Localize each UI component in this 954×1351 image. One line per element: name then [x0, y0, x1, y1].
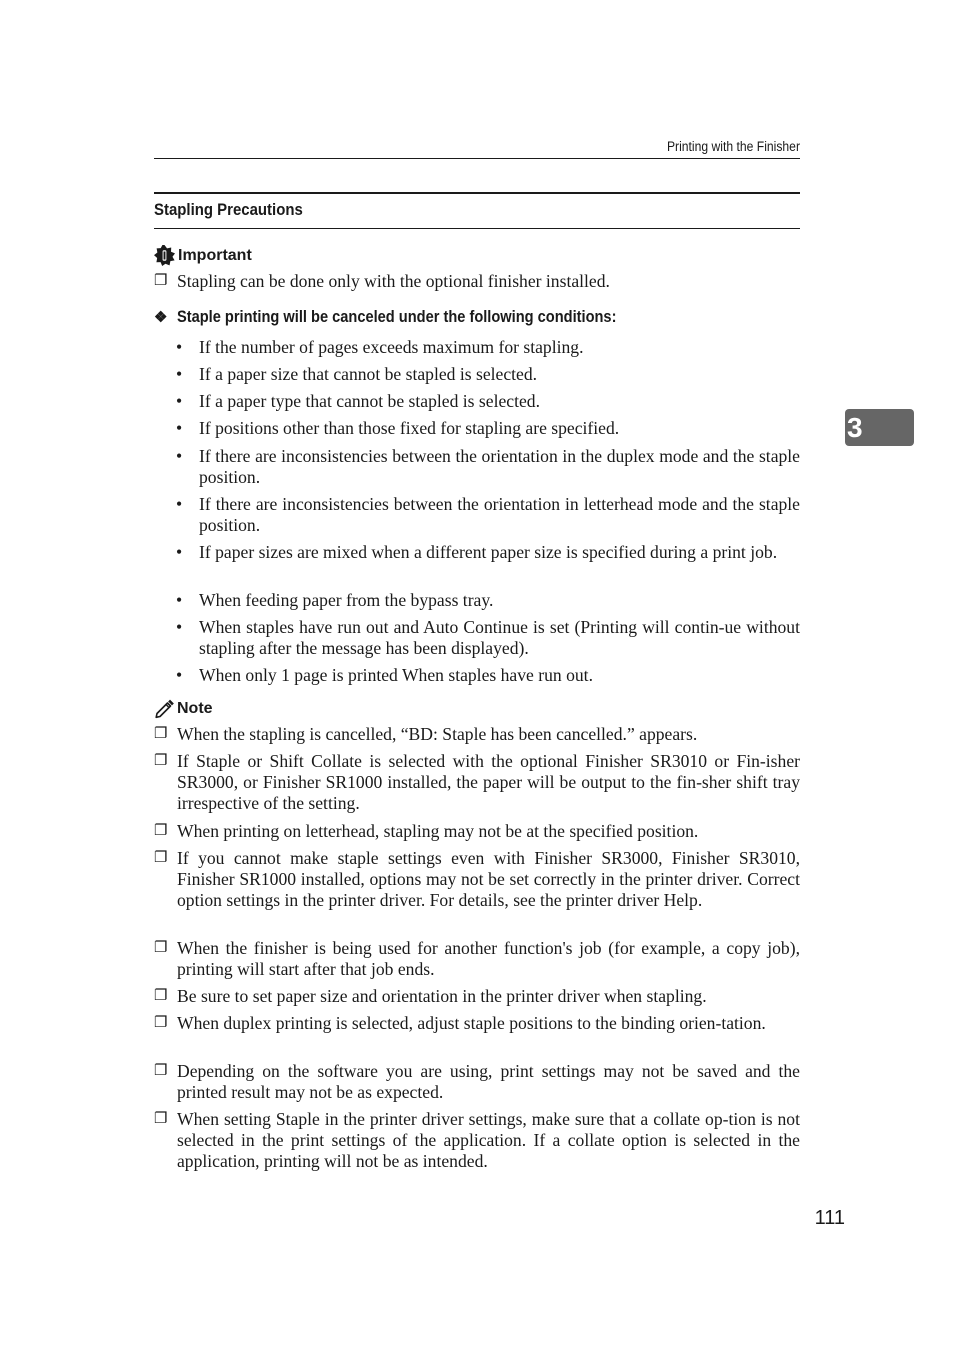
header-rule	[154, 158, 800, 159]
note-item	[154, 986, 800, 1007]
bullet-icon: •	[176, 590, 183, 610]
condition-item-text: If paper sizes are mixed when a different paper size is specified during a print job.	[199, 542, 778, 562]
checkbox-icon: ❐	[154, 988, 168, 1004]
note-item-text: When duplex printing is selected, adjust staple positions to the binding orien-tation.	[177, 1013, 766, 1033]
section-top-rule	[154, 192, 800, 194]
condition-item-text: If positions other than those fixed for stapling are specified.	[199, 418, 620, 438]
note-label-text: Note	[177, 700, 213, 717]
note-item-text: If you cannot make staple settings even with Finisher SR3000, Finisher SR3010, Finisher SR1000 installed, options may not be set correctly in the printer driver. Correct option settings in the printer driver. For details, see the printer driver Help.	[177, 848, 800, 910]
condition-item-text: When only 1 page is printed When staples have run out.	[199, 665, 593, 685]
condition-item	[176, 617, 800, 659]
pencil-icon	[154, 699, 177, 719]
bullet-icon: •	[176, 446, 183, 466]
bullet-icon: •	[176, 418, 183, 438]
chapter-tab: 3	[845, 409, 914, 446]
condition-item	[176, 446, 800, 488]
bullet-icon: •	[176, 617, 183, 637]
bullet-icon: •	[176, 337, 183, 357]
checkbox-icon: ❐	[154, 1111, 168, 1127]
note-item	[154, 1061, 800, 1103]
important-icon	[154, 245, 178, 266]
condition-item	[176, 337, 800, 358]
note-item-text: When the finisher is being used for another function's job (for example, a copy job), printing will start after that job ends.	[177, 938, 800, 979]
checkbox-icon: ❐	[154, 753, 168, 769]
condition-item	[176, 418, 800, 439]
bullet-icon: •	[176, 542, 183, 562]
note-item-text: When the stapling is cancelled, “BD: Staple has been cancelled.” appears.	[177, 724, 698, 744]
condition-item-text: If a paper size that cannot be stapled is selected.	[199, 364, 538, 384]
section-title: Stapling Precautions	[154, 200, 303, 219]
condition-item-text: If there are inconsistencies between the orientation in letterhead mode and the staple position.	[199, 494, 800, 535]
important-item-text: Stapling can be done only with the optional finisher installed.	[177, 271, 610, 291]
important-item	[154, 271, 800, 292]
important-label-text: Important	[178, 246, 252, 264]
checkbox-icon: ❐	[154, 1015, 168, 1031]
note-item	[154, 1109, 800, 1172]
bullet-icon: •	[176, 364, 183, 384]
checkbox-icon: ❐	[154, 273, 168, 289]
condition-item-text: When feeding paper from the bypass tray.	[199, 590, 494, 610]
note-item-text: Be sure to set paper size and orientation in the printer driver when stapling.	[177, 986, 707, 1006]
condition-item-text: If there are inconsistencies between the orientation in the duplex mode and the staple position.	[199, 446, 800, 487]
bullet-icon: •	[176, 494, 183, 514]
condition-item-text: If a paper type that cannot be stapled is selected.	[199, 391, 540, 411]
note-item	[154, 1013, 800, 1034]
checkbox-icon: ❐	[154, 850, 168, 866]
checkbox-icon: ❐	[154, 726, 168, 742]
checkbox-icon: ❐	[154, 940, 168, 956]
checkbox-icon: ❐	[154, 1063, 168, 1079]
page-number: 111	[814, 1207, 845, 1229]
note-item-text: If Staple or Shift Collate is selected with the optional Finisher SR3010 or Fin-isher SR3000, or Finisher SR1000 installed, the paper will be output to the fin-sher shift tray irrespective of the setting.	[177, 751, 800, 813]
note-item-text: When setting Staple in the printer driver settings, make sure that a collate op-tion is not selected in the print settings of the application. If a collate option is selected in the application, printing will not be as intended.	[177, 1109, 800, 1171]
condition-item-text: When staples have run out and Auto Continue is set (Printing will contin-ue without stapling after the message has been displayed).	[199, 617, 800, 658]
condition-item	[176, 665, 800, 686]
note-item	[154, 724, 800, 745]
note-item	[154, 751, 800, 814]
note-label	[154, 699, 213, 719]
condition-item	[176, 590, 800, 611]
conditions-heading	[154, 307, 688, 327]
bullet-icon: •	[176, 665, 183, 685]
checkbox-icon: ❐	[154, 823, 168, 839]
condition-item	[176, 364, 800, 385]
condition-item	[176, 391, 800, 412]
condition-item-text: If the number of pages exceeds maximum for stapling.	[199, 337, 584, 357]
section-bottom-rule	[154, 228, 800, 229]
note-item	[154, 848, 800, 911]
note-item	[154, 821, 800, 842]
note-item-text: When printing on letterhead, stapling may not be at the specified position.	[177, 821, 699, 841]
note-item-text: Depending on the software you are using, print settings may not be saved and the printed result may not be as expected.	[177, 1061, 800, 1102]
note-item	[154, 938, 800, 980]
running-header: Printing with the Finisher	[666, 139, 800, 154]
bullet-icon: •	[176, 391, 183, 411]
conditions-heading-text: Staple printing will be canceled under the following conditions:	[177, 307, 617, 326]
condition-item	[176, 494, 800, 536]
diamond-icon: ❖	[154, 309, 168, 326]
condition-item	[176, 542, 800, 563]
important-label	[154, 245, 252, 266]
